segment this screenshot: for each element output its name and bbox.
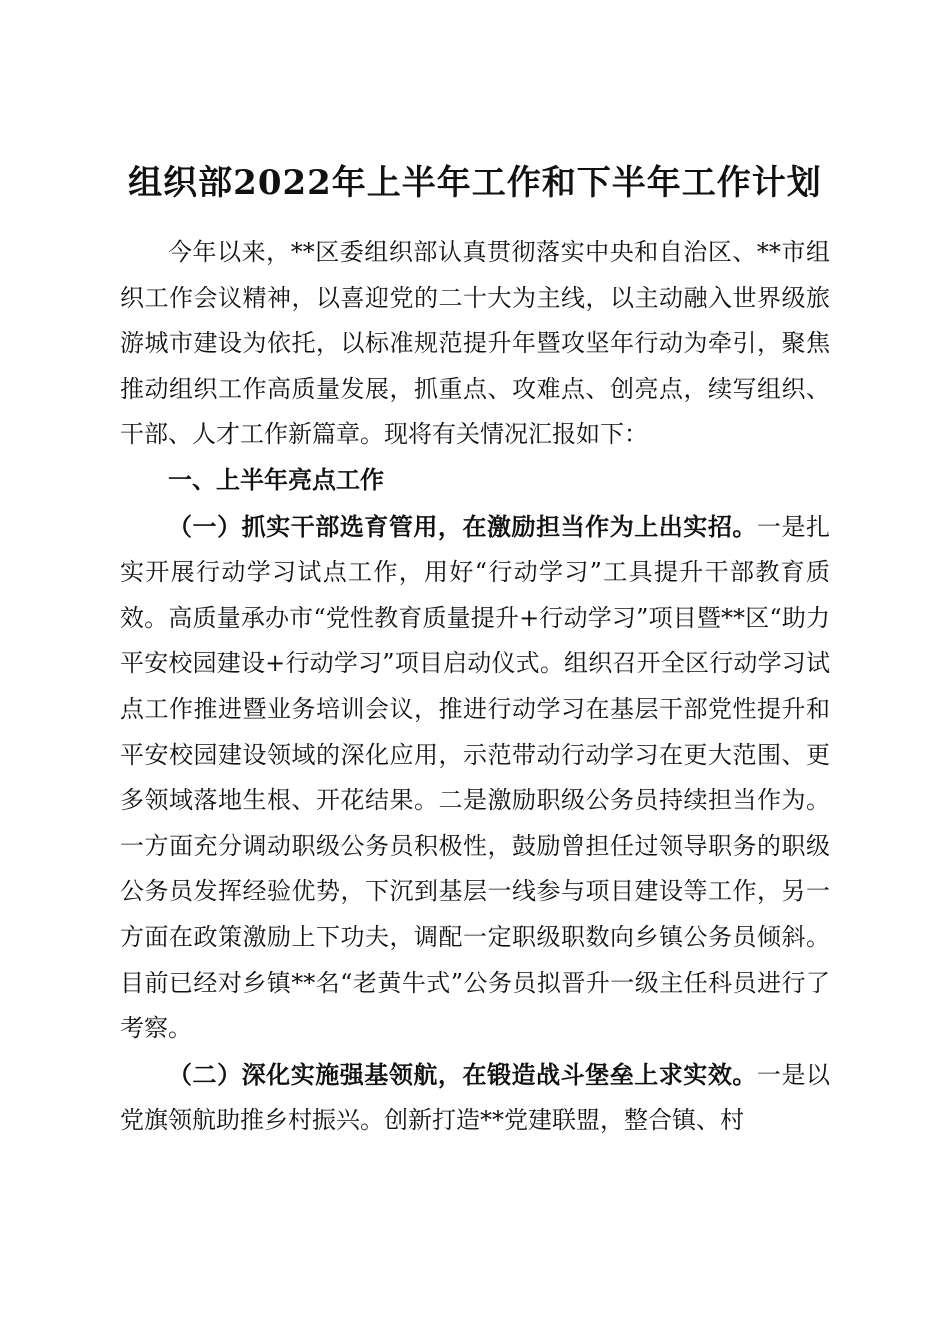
item-paragraph-2 — [120, 1052, 830, 1144]
section-heading: 一、上半年亮点工作 — [168, 465, 384, 494]
item-lead-2: （二）深化实施强基领航，在锻造战斗堡垒上求实效。 — [168, 1059, 757, 1089]
item-text-2: 一是以党旗领航助推乡村振兴。创新打造**党建联盟，整合镇、村 — [120, 1060, 830, 1135]
intro-paragraph: 今年以来，**区委组织部认真贯彻落实中央和自治区、**市组织工作会议精神，以喜迎党的二十大为主线，以主动融入世界级旅游城市建设为依托，以标准规范提升年暨攻坚年行动为牵引，聚焦推动组织工作高质量发展，抓重点、攻难点、创亮点，续写组织、干部、人才工作新篇章。现将有关情况汇报如下： — [120, 238, 830, 449]
document-body — [120, 230, 830, 1144]
document-title: 组织部2022年上半年工作和下半年工作计划 — [128, 162, 822, 203]
item-text-1: 一是扎实开展行动学习试点工作，用好“行动学习”工具提升干部教育质效。高质量承办市“党性教育质量提升+行动学习”项目暨**区“助力平安校园建设+行动学习”项目启动仪式。组织召开全区行动学习试点工作推进暨业务培训会议，推进行动学习在基层干部党性提升和平安校园建设领域的深化应用，示范带动行动学习在更大范围、更多领域落地生根、开花结果。二是激励职级公务员持续担当作为。一方面充分调动职级公务员积极性，鼓励曾担任过领导职务的职级公务员发挥经验优势，下沉到基层一线参与项目建设等工作，另一方面在政策激励上下功夫，调配一定职级职数向乡镇公务员倾斜。目前已经对乡镇**名“老黄牛式”公务员拟晋升一级主任科员进行了考察。 — [120, 512, 830, 1043]
item-paragraph-1 — [120, 504, 830, 1052]
item-lead-1: （一）抓实干部选育管用，在激励担当作为上出实招。 — [168, 511, 757, 541]
